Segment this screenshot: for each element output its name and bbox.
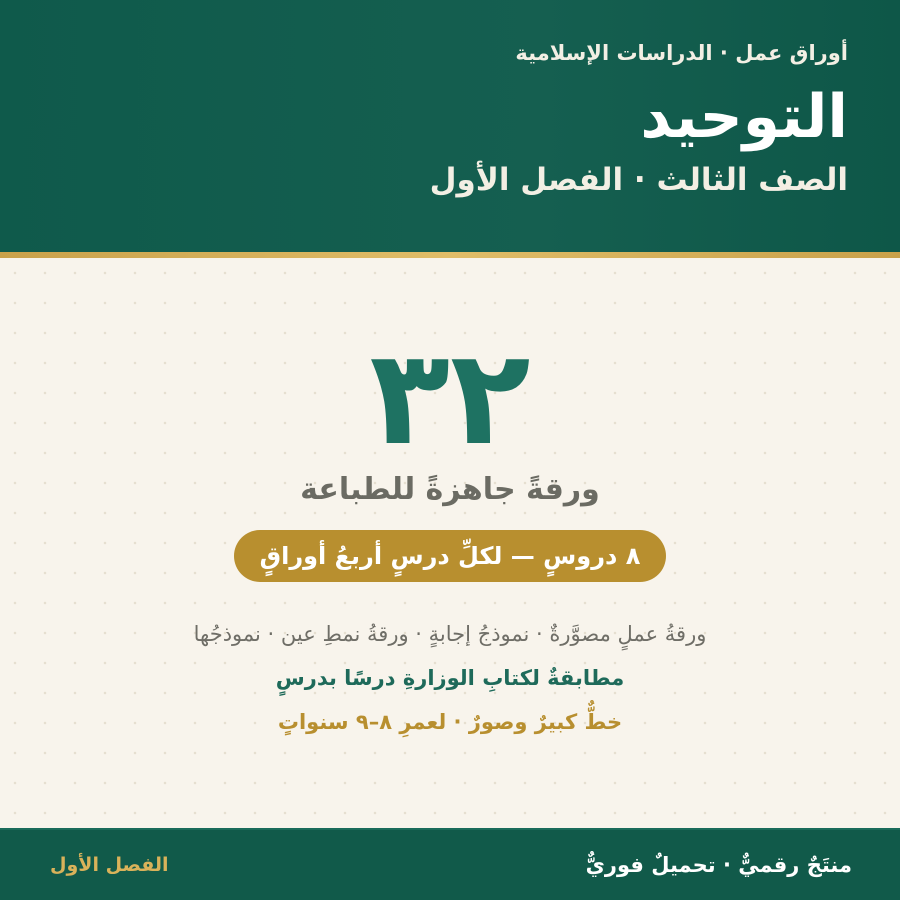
- page-title: التوحيد: [640, 82, 848, 152]
- feature-line-age: خطٌّ كبيرٌ وصورٌ · لعمرِ ٨–٩ سنواتٍ: [277, 710, 623, 734]
- worksheet-count-caption: ورقةً جاهزةً للطباعة: [300, 472, 600, 507]
- footer-product-note: منتَجٌ رقميٌّ · تحميلٌ فوريٌّ: [585, 853, 852, 877]
- footer-bar: [0, 828, 900, 900]
- feature-line-contents: ورقةُ عملٍ مصوَّرةٌ · نموذجُ إجابةٍ · ورقةُ نمطِ عين · نموذجُها: [193, 622, 707, 646]
- header-subtitle: الصف الثالث · الفصل الأول: [429, 162, 848, 198]
- footer-term-label: الفصل الأول: [50, 854, 169, 876]
- lessons-badge: ٨ دروسٍ — لكلِّ درسٍ أربعُ أوراقٍ: [234, 530, 666, 582]
- main-content: [0, 258, 900, 828]
- worksheet-count: ٣٢: [369, 321, 531, 475]
- header-banner: [0, 0, 900, 252]
- header-kicker: أوراق عمل · الدراسات الإسلامية: [515, 41, 848, 65]
- features-list: [0, 618, 900, 738]
- feature-line-curriculum: مطابقةٌ لكتابِ الوزارةِ درسًا بدرسٍ: [275, 666, 625, 690]
